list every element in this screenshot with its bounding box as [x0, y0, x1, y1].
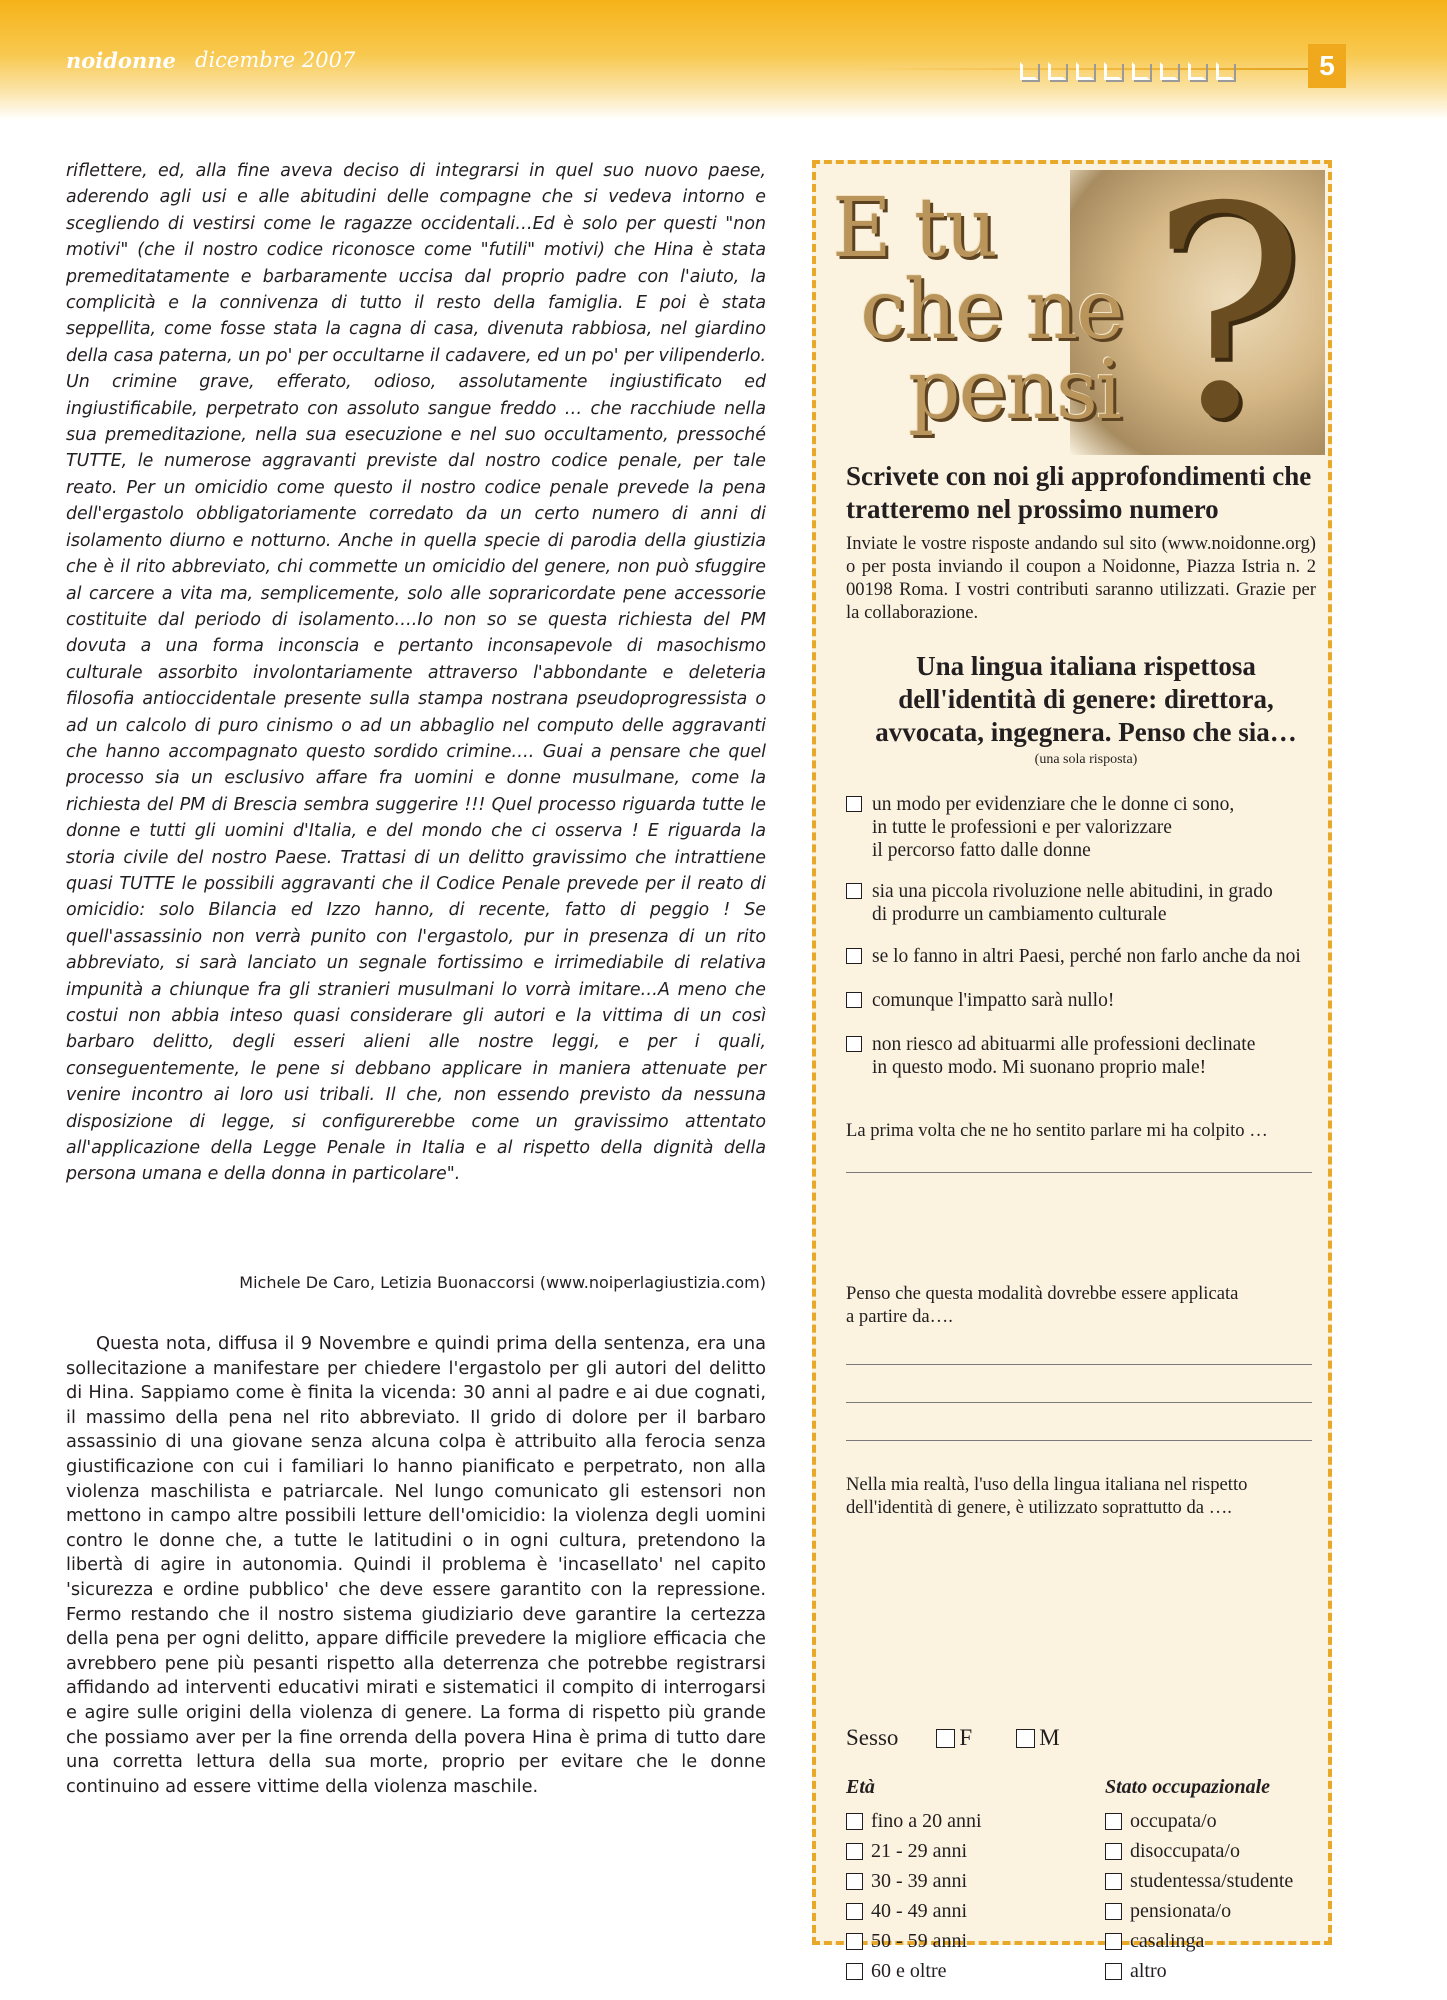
hero-line: pensi — [908, 343, 1121, 438]
decoration-square — [1048, 62, 1066, 80]
job-status-options — [1105, 1806, 1293, 1986]
checkbox[interactable] — [846, 1843, 863, 1860]
checkbox[interactable] — [846, 796, 862, 812]
age-option[interactable] — [846, 1896, 982, 1926]
sex-option: M — [1039, 1725, 1060, 1750]
option-label: comunque l'impatto sarà nullo! — [872, 990, 1115, 1011]
checkbox[interactable] — [846, 1873, 863, 1890]
answer-line[interactable] — [846, 1440, 1312, 1441]
decoration-square — [1160, 62, 1178, 80]
option-label: 30 - 39 anni — [871, 1869, 968, 1892]
option-label: studentessa/studente — [1130, 1869, 1294, 1892]
option-label: un modo per evidenziare che le donne ci sono, in tutte le professioni e per valorizzare il percorso fatto dalle donne — [872, 794, 1235, 861]
checkbox[interactable] — [846, 1813, 863, 1830]
option-label: disoccupata/o — [1130, 1839, 1240, 1862]
checkbox[interactable] — [936, 1729, 955, 1748]
survey-option[interactable] — [846, 793, 1326, 862]
checkbox[interactable] — [1105, 1843, 1122, 1860]
article-quote: riflettere, ed, alla fine aveva deciso di integrarsi in quel suo nuovo paese, aderendo agli usi e alle abitudini delle compagne che si vedeva intorno e scegliendo di vestirsi come le ragazze occidentali…Ed è solo per questi "non motivi" (che il nostro codice riconosce come "futili" motivi) che Hina è stata premeditatamente e barbaramente uccisa dal proprio padre con l'aiuto, la complicità e la connivenza di tutto il resto della famiglia. E poi è stata seppellita, come fosse stata la cagna di casa, divenuta rabbiosa, nel giardino della casa paterna, un po' per occultarne il cadavere, ed un po' per vilipenderlo. Un crimine grave, efferato, odioso, assolutamente ingiustificato ed ingiustificabile, perpetrato con assoluto sangue freddo … che racchiude nella sua premeditazione, nella sua esecuzione e nel suo occultamento, pressoché TUTTE, le numerose aggravanti previste dal nostro codice penale, per tale reato. Per un omicidio come questo il nostro codice penale prevede la pena dell'ergastolo obbligatoriamente corredato da un certo numero di anni di isolamento diurno e notturno. Anche in quella specie di parodia della giustizia che è il rito abbreviato, chi commette un omicidio del genere, non può sfuggire al carcere a vita ma, semplicemente, solo alle sopraricordate pene accessorie costituite dal periodo di isolamento….Io non so se questa richiesta del PM dovuta a una forma inconscia e pertanto inconsapevole di masochismo culturale assorbito involontariamente attraverso l'abbondante e deleteria filosofia antioccidentale presente sulla stampa nostrana pseudoprogressista o ad un calcolo di puro cinismo o ad un abbaglio nel computo delle aggravanti che hanno accompagnato questo sordido crimine…. Guai a pensare che quel processo sia un esclusivo affare fra uomini e donne musulmane, come la richiesta del PM di Brescia sembra suggerire !!! Quel processo riguarda tutte le donne e tutti gli uomini d'Italia, e del mondo che ci osserva ! E riguarda la storia civile del nostro Paese. Trattasi di un delitto gravissimo che intrattiene quasi TUTTE le possibili aggravanti che il Codice Penale prevede per il reato di omicidio: solo Bilancia ed Izzo hanno, di recente, fatto di peggio ! Se quell'assassinio non verrà punito con l'ergastolo, pur in presenza di un rito abbreviato, si sarà lanciato un segnale fortissimo e irrimediabile di relativa impunità a chiunque fra gli stranieri musulmani lo vorrà imitare…A meno che costui non abbia inteso quasi considerare gli autori e la vittima di un così barbaro delitto, degli esseri alieni alle nostre leggi, e per i quali, conseguentemente, le pene si debbano applicare in maniera attenuate per venire incontro ai loro usi tribali. Il che, non essendo previsto da nessuna disposizione di legge, si configurerebbe come un gravissimo attentato all'applicazione della Legge Penale in Italia e al rispetto della dignità della persona umana e della donna in particolare". — [66, 161, 766, 1185]
age-option[interactable] — [846, 1866, 982, 1896]
checkbox[interactable] — [1016, 1729, 1035, 1748]
option-label: pensionata/o — [1130, 1899, 1232, 1922]
survey-question: Una lingua italiana rispettosa dell'identità di genere: direttora, avvocata, ingegnera. Penso che sia… — [875, 651, 1297, 747]
coupon-intro: Inviate le vostre risposte andando sul sito (www.noidonne.org) o per posta inviando il coupon a Noidonne, Piazza Istria n. 2 00198 Roma. I vostri contributi saranno utilizzati. Grazie per la collaborazione. — [846, 533, 1316, 623]
answer-line[interactable] — [846, 1172, 1312, 1173]
issue-date: dicembre 2007 — [195, 48, 356, 72]
option-label: 60 e oltre — [871, 1959, 947, 1982]
page-number: 5 — [1308, 44, 1346, 88]
decoration-square — [1188, 62, 1206, 80]
decoration-square — [1216, 62, 1234, 80]
checkbox[interactable] — [846, 1903, 863, 1920]
checkbox[interactable] — [1105, 1813, 1122, 1830]
job-option[interactable] — [1105, 1806, 1293, 1836]
job-option[interactable] — [1105, 1926, 1293, 1956]
option-label: casalinga — [1130, 1929, 1205, 1952]
job-option[interactable] — [1105, 1896, 1293, 1926]
checkbox[interactable] — [846, 883, 862, 899]
age-options — [846, 1806, 982, 1986]
answer-line[interactable] — [846, 1364, 1312, 1365]
checkbox[interactable] — [1105, 1933, 1122, 1950]
survey-option[interactable] — [846, 989, 1326, 1012]
survey-option[interactable] — [846, 945, 1326, 968]
job-status-label: Stato occupazionale — [1105, 1776, 1271, 1798]
question-mark-icon: ? — [1150, 170, 1306, 455]
prompt-first-impression: La prima volta che ne ho sentito parlare mi ha colpito … — [846, 1120, 1268, 1141]
answer-line[interactable] — [846, 1402, 1312, 1403]
hero-line: che ne — [860, 263, 1123, 358]
age-option[interactable] — [846, 1926, 982, 1956]
option-label: non riesco ad abituarmi alle professioni declinate in questo modo. Mi suonano proprio male! — [872, 1034, 1256, 1078]
checkbox[interactable] — [1105, 1963, 1122, 1980]
option-label: fino a 20 anni — [871, 1809, 982, 1832]
option-label: sia una piccola rivoluzione nelle abitudini, in grado di produrre un cambiamento culturale — [872, 881, 1273, 925]
sex-label: Sesso — [846, 1725, 899, 1750]
magazine-name: noidonne — [66, 48, 176, 73]
article-body: Questa nota, diffusa il 9 Novembre e quindi prima della sentenza, era una sollecitazione a manifestare per chiedere l'ergastolo per gli autori del delitto di Hina. Sappiamo come è finita la vicenda: 30 anni al padre e ai due cognati, il massimo della pena nel rito abbreviato. Il grido di dolore per il barbaro assassinio di una giovane senza alcuna colpa è attribuito alla ferocia senza giustificazione con cui i familiari lo hanno pianificato e perpetrato, non alla violenza maschilista e patriarcale. Nel lungo comunicato gli estensori non mettono in campo altre possibili letture dell'omicidio: la violenza degli uomini contro le donne che, a tutte le latitudini o in ogni cultura, pretendono la libertà di agire in autonomia. Quindi il problema è 'incasellato' nel capito 'sicurezza e ordine pubblico' che deve essere garantito con la repressione. Fermo restando che il nostro sistema giudiziario deve garantire la certezza della pena per ogni delitto, appare difficile prevedere la migliore efficacia che avrebbero pene più pesanti rispetto alla deterrenza che potrebbe registrarsi affidando ad interventi educativi mirati e sistematici il compito di interrogarsi e agire sulle origini della violenza di genere. La forma di rispetto più grande che possiamo aver per la fine orrenda della povera Hina è prima di tutto dare una corretta lettura della sua morte, proprio per evitare che le donne continuino ad essere vittime della violenza maschile. — [66, 1333, 766, 1797]
job-option[interactable] — [1105, 1836, 1293, 1866]
option-label: 40 - 49 anni — [871, 1899, 968, 1922]
option-label: occupata/o — [1130, 1809, 1217, 1832]
article-signature: Michele De Caro, Letizia Buonaccorsi (www.noiperlagiustizia.com) — [239, 1273, 766, 1292]
checkbox[interactable] — [846, 992, 862, 1008]
checkbox[interactable] — [1105, 1873, 1122, 1890]
survey-option[interactable] — [846, 1033, 1326, 1079]
checkbox[interactable] — [846, 1963, 863, 1980]
checkbox[interactable] — [846, 1933, 863, 1950]
checkbox[interactable] — [846, 948, 862, 964]
coupon-heading: Scrivete con noi gli approfondimenti che tratteremo nel prossimo numero — [846, 461, 1312, 524]
hero-line: E tu — [832, 181, 996, 276]
job-option[interactable] — [1105, 1956, 1293, 1986]
checkbox[interactable] — [1105, 1903, 1122, 1920]
survey-note: (una sola risposta) — [1034, 752, 1138, 767]
sex-option: F — [959, 1725, 973, 1750]
header-decoration — [1020, 62, 1234, 80]
job-option[interactable] — [1105, 1866, 1293, 1896]
checkbox[interactable] — [846, 1036, 862, 1052]
decoration-square — [1076, 62, 1094, 80]
option-label: 21 - 29 anni — [871, 1839, 968, 1862]
survey-option[interactable] — [846, 880, 1326, 926]
prompt-reality: Nella mia realtà, l'uso della lingua italiana nel rispetto dell'identità di genere, è utilizzato soprattutto da …. — [846, 1474, 1248, 1518]
decoration-square — [1104, 62, 1122, 80]
prompt-applied-from: Penso che questa modalità dovrebbe essere applicata a partire da…. — [846, 1283, 1239, 1327]
option-label: altro — [1130, 1959, 1167, 1982]
age-option[interactable] — [846, 1956, 982, 1986]
option-label: se lo fanno in altri Paesi, perché non farlo anche da noi — [872, 946, 1301, 967]
decoration-square — [1132, 62, 1150, 80]
option-label: 50 - 59 anni — [871, 1929, 968, 1952]
decoration-square — [1020, 62, 1038, 80]
sex-field — [846, 1725, 1060, 1751]
age-option[interactable] — [846, 1806, 982, 1836]
coupon-hero — [820, 170, 1325, 455]
age-option[interactable] — [846, 1836, 982, 1866]
age-label: Età — [846, 1776, 875, 1798]
